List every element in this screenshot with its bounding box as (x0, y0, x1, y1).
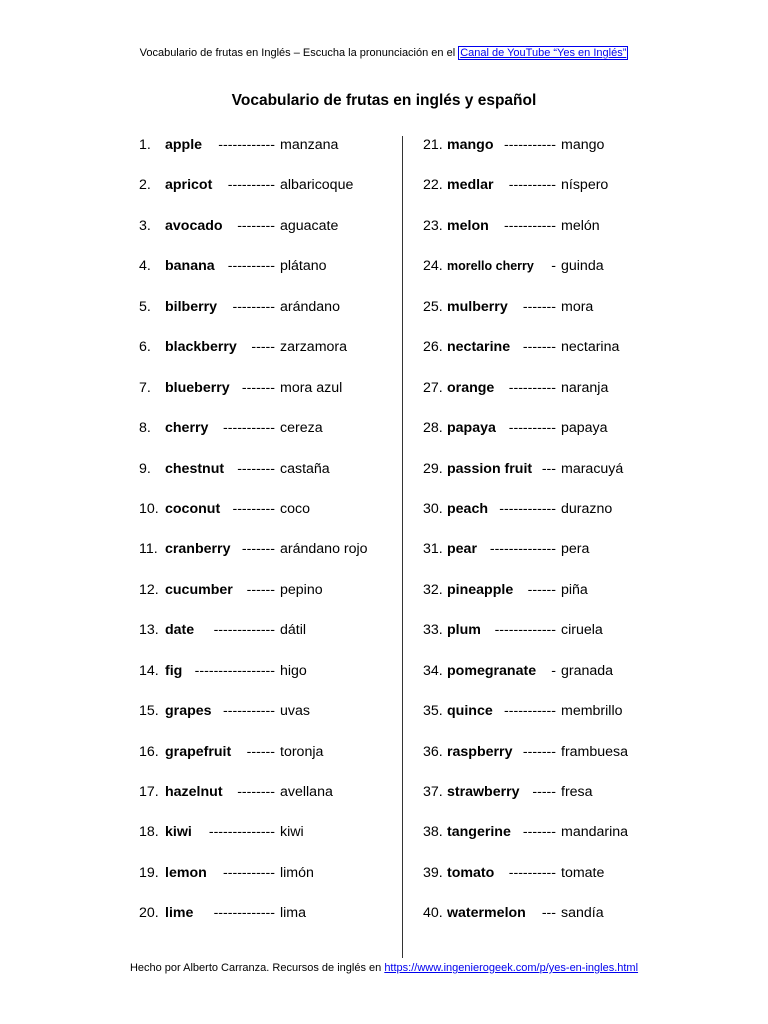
spanish-word: castaña (280, 460, 330, 477)
dash-separator: ------- (522, 824, 556, 841)
spanish-word: melón (561, 217, 600, 234)
dash-separator: --------- (232, 298, 275, 315)
spanish-word: higo (280, 662, 307, 679)
dash-separator: ------ (246, 581, 275, 598)
spanish-word: mandarina (561, 824, 629, 841)
page-title: Vocabulario de frutas en inglés y español (231, 92, 537, 109)
spanish-word: sandía (561, 905, 604, 922)
dash-separator: -------- (237, 460, 275, 477)
dash-separator: ----------------- (194, 662, 275, 679)
item-number: 12. (139, 581, 159, 598)
item-number: 2. (139, 177, 151, 194)
item-number: 36. (423, 743, 443, 760)
english-word: lemon (165, 864, 207, 881)
dash-separator: ---------- (227, 258, 275, 275)
spanish-word: dátil (280, 622, 307, 639)
item-number: 26. (423, 339, 443, 356)
spanish-word: lima (280, 905, 307, 922)
spanish-word: cereza (280, 420, 323, 437)
spanish-word: piña (561, 581, 588, 598)
item-number: 27. (423, 379, 443, 396)
dash-separator: ------- (522, 298, 556, 315)
page-footer (0, 962, 768, 974)
spanish-word: uvas (280, 703, 310, 720)
dash-separator: ------- (241, 379, 275, 396)
english-word: coconut (165, 500, 221, 517)
dash-separator: ------ (246, 743, 275, 760)
spanish-word: kiwi (280, 824, 304, 841)
english-word: pear (447, 541, 477, 558)
spanish-word: aguacate (280, 217, 339, 234)
english-word: grapefruit (165, 743, 232, 760)
spanish-word: guinda (561, 258, 604, 275)
english-word: chestnut (165, 460, 225, 477)
english-word: banana (165, 258, 215, 275)
dash-separator: ----------- (223, 864, 275, 881)
spanish-word: mango (561, 137, 605, 153)
dash-separator: ----------- (504, 137, 556, 153)
english-word: melon (447, 217, 489, 234)
spanish-word: naranja (561, 379, 609, 396)
spanish-word: coco (280, 500, 310, 517)
english-word: pomegranate (447, 662, 537, 679)
dash-separator: ---------- (508, 379, 556, 396)
spanish-word: toronja (280, 743, 324, 760)
dash-separator: ------------- (213, 905, 275, 922)
english-word: kiwi (165, 824, 192, 841)
spanish-word: arándano (280, 298, 340, 315)
item-number: 13. (139, 622, 159, 639)
item-number: 24. (423, 258, 443, 275)
dash-separator: ----- (251, 339, 275, 356)
item-number: 7. (139, 379, 151, 396)
english-word: cucumber (165, 581, 233, 598)
english-word: peach (447, 500, 489, 517)
spanish-word: nectarina (561, 339, 620, 356)
dash-separator: ------------- (494, 622, 556, 639)
english-word: blackberry (165, 339, 237, 356)
spanish-word: frambuesa (561, 743, 629, 760)
spanish-word: durazno (561, 500, 613, 517)
dash-separator: ------- (241, 541, 275, 558)
item-number: 22. (423, 177, 443, 194)
item-number: 25. (423, 298, 443, 315)
item-number: 5. (139, 298, 151, 315)
english-word: cherry (165, 420, 209, 437)
spanish-word: plátano (280, 258, 327, 275)
item-number: 11. (139, 541, 158, 558)
item-number: 20. (139, 905, 159, 922)
item-number: 6. (139, 339, 151, 356)
spanish-word: pera (561, 541, 590, 558)
spanish-word: mora azul (280, 379, 343, 396)
english-word: lime (165, 905, 194, 922)
spanish-word: limón (280, 864, 314, 881)
spanish-word: manzana (280, 137, 339, 153)
dash-separator: ----------- (504, 703, 556, 720)
spanish-word: zarzamora (280, 339, 348, 356)
item-number: 28. (423, 420, 443, 437)
english-word: tomato (447, 864, 495, 881)
item-number: 9. (139, 460, 151, 477)
english-word: watermelon (447, 905, 526, 922)
spanish-word: avellana (280, 784, 333, 800)
item-number: 19. (139, 864, 159, 881)
item-number: 3. (139, 217, 151, 234)
english-word: plum (447, 622, 481, 639)
dash-separator: ------- (522, 743, 556, 760)
dash-separator: ----------- (504, 217, 556, 234)
item-number: 29. (423, 460, 443, 477)
spanish-word: arándano rojo (280, 541, 368, 558)
dash-separator: ---------- (508, 177, 556, 194)
english-word: apricot (165, 177, 213, 194)
dash-separator: ------------ (499, 500, 556, 517)
spanish-word: ciruela (561, 622, 603, 639)
item-number: 18. (139, 824, 159, 841)
item-number: 31. (423, 541, 443, 558)
english-word: bilberry (165, 298, 218, 315)
header-text: Vocabulario de frutas en Inglés – Escucha la pronunciación en el (139, 47, 456, 59)
youtube-channel-link[interactable]: Canal de YouTube “Yes en Inglés” (460, 47, 627, 59)
english-word: avocado (165, 217, 223, 234)
item-number: 4. (139, 258, 151, 275)
english-word: apple (165, 137, 203, 153)
item-number: 35. (423, 703, 443, 720)
spanish-word: papaya (561, 420, 608, 437)
item-number: 32. (423, 581, 443, 598)
dash-separator: -------- (237, 784, 275, 800)
spanish-word: níspero (561, 177, 609, 194)
item-number: 10. (139, 500, 159, 517)
spanish-word: albaricoque (280, 177, 354, 194)
english-word: hazelnut (165, 784, 223, 800)
spanish-word: granada (561, 662, 614, 679)
dash-separator: -------- (237, 217, 275, 234)
dash-separator: ---------- (508, 420, 556, 437)
dash-separator: --- (541, 905, 556, 922)
dash-separator: --- (541, 460, 556, 477)
english-word: passion fruit (447, 460, 533, 477)
dash-separator: ------------- (213, 622, 275, 639)
english-word: quince (447, 703, 493, 720)
english-word: date (165, 622, 195, 639)
spanish-word: fresa (561, 784, 593, 800)
spanish-word: membrillo (561, 703, 623, 720)
item-number: 16. (139, 743, 159, 760)
english-word: mango (447, 137, 494, 153)
english-word: morello cherry (447, 259, 534, 274)
website-link[interactable]: https://www.ingenierogeek.com/p/yes-en-ingles.html (384, 962, 639, 974)
dash-separator: ----------- (223, 703, 275, 720)
dash-separator: ------- (522, 339, 556, 356)
item-number: 40. (423, 905, 443, 922)
column-divider (402, 136, 403, 958)
footer-text: Hecho por Alberto Carranza. Recursos de inglés en (129, 962, 382, 974)
dash-separator: ------ (527, 581, 556, 598)
item-number: 1. (139, 137, 151, 153)
dash-separator: ---------- (227, 177, 275, 194)
item-number: 39. (423, 864, 443, 881)
english-word: medlar (447, 177, 494, 194)
item-number: 21. (423, 137, 443, 153)
dash-separator: ----- (532, 784, 556, 800)
dash-separator: ------------ (218, 137, 275, 153)
dash-separator: - (551, 258, 556, 275)
item-number: 37. (423, 784, 443, 800)
dash-separator: - (551, 662, 556, 679)
english-word: papaya (447, 420, 496, 437)
item-number: 14. (139, 662, 159, 679)
item-number: 8. (139, 420, 151, 437)
dash-separator: -------------- (489, 541, 556, 558)
spanish-word: maracuyá (561, 460, 624, 477)
page-header (0, 45, 768, 61)
item-number: 34. (423, 662, 443, 679)
item-number: 33. (423, 622, 443, 639)
dash-separator: -------------- (208, 824, 275, 841)
english-word: orange (447, 379, 495, 396)
item-number: 15. (139, 703, 159, 720)
english-word: grapes (165, 703, 212, 720)
spanish-word: mora (561, 298, 594, 315)
item-number: 23. (423, 217, 443, 234)
english-word: fig (165, 662, 183, 679)
english-word: cranberry (165, 541, 231, 558)
item-number: 30. (423, 500, 443, 517)
english-word: strawberry (447, 784, 520, 800)
dash-separator: --------- (232, 500, 275, 517)
dash-separator: ---------- (508, 864, 556, 881)
english-word: tangerine (447, 824, 511, 841)
english-word: blueberry (165, 379, 230, 396)
english-word: nectarine (447, 339, 511, 356)
dash-separator: ----------- (223, 420, 275, 437)
english-word: pineapple (447, 581, 514, 598)
english-word: raspberry (447, 743, 513, 760)
spanish-word: pepino (280, 581, 323, 598)
spanish-word: tomate (561, 864, 605, 881)
item-number: 17. (139, 784, 159, 800)
item-number: 38. (423, 824, 443, 841)
english-word: mulberry (447, 298, 508, 315)
